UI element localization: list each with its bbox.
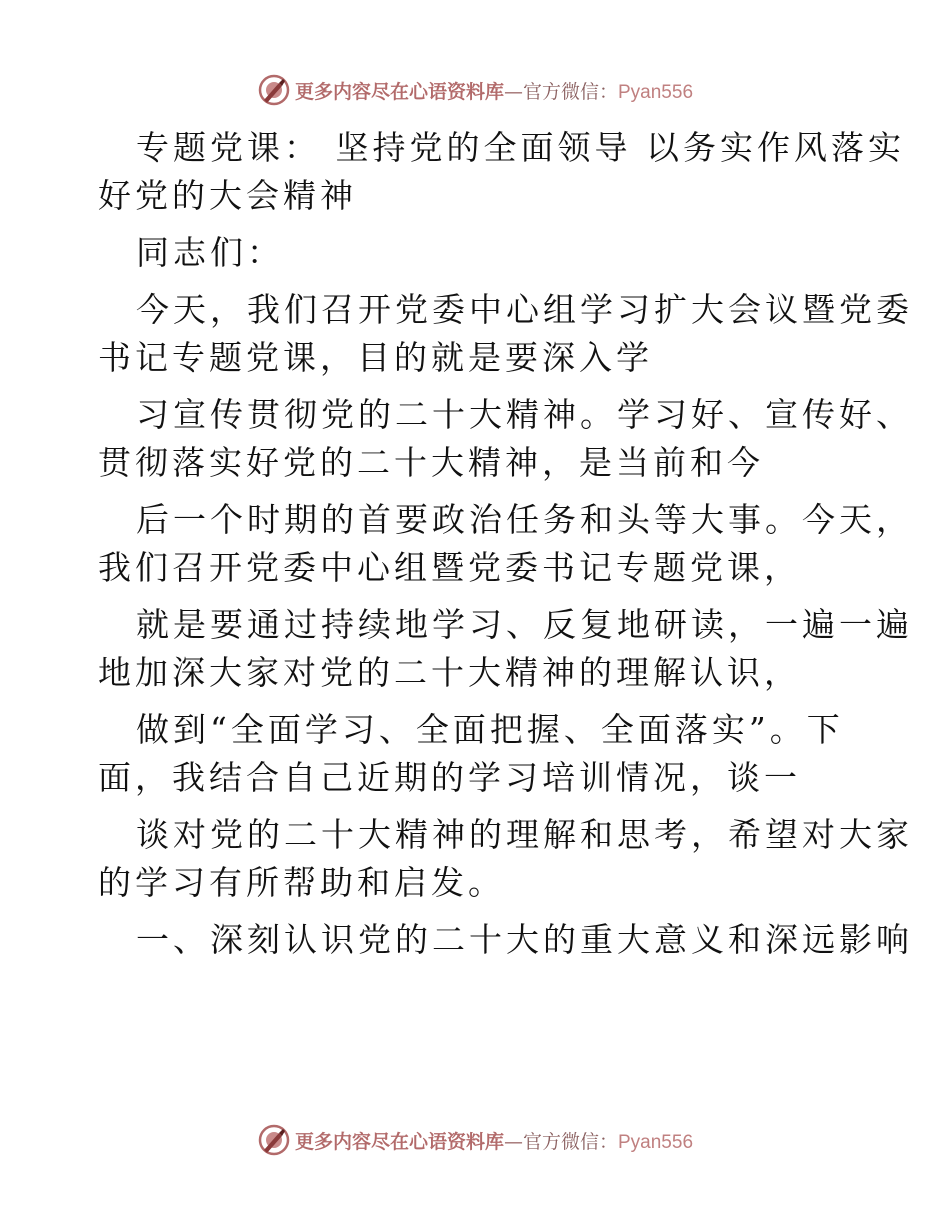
pen-circle-logo-icon — [257, 73, 291, 107]
paragraph-line: 谈对党的二十大精神的理解和思考，希望对大家 — [136, 815, 913, 854]
paragraph-line: 的学习有所帮助和启发。 — [98, 863, 505, 902]
pen-circle-logo-icon — [257, 1123, 291, 1157]
paragraph-line: 习宣传贯彻党的二十大精神。学习好、宣传好、 — [136, 395, 913, 434]
salutation: 同志们： — [136, 233, 284, 272]
paragraph-line: 就是要通过持续地学习、反复地研读，一遍一遍 — [136, 605, 913, 644]
paragraph-line: 书记专题党课，目的就是要深入学 — [98, 338, 653, 377]
footer-banner — [0, 1120, 950, 1160]
paragraph-line: 后一个时期的首要政治任务和头等大事。今天， — [136, 500, 913, 539]
section-heading: 一、深刻认识党的二十大的重大意义和深远影响 — [136, 920, 913, 959]
paragraph-line: 今天，我们召开党委中心组学习扩大会议暨党委 — [136, 290, 913, 329]
banner-text: 更多内容尽在心语资料库—官方微信：Pyan556 — [294, 1130, 694, 1153]
header-banner — [0, 70, 950, 110]
document-body — [98, 124, 913, 964]
paragraph-line: 面，我结合自己近期的学习培训情况，谈一 — [98, 758, 801, 797]
paragraph-line: 地加深大家对党的二十大精神的理解认识， — [98, 653, 801, 692]
paragraph-line: 我们召开党委中心组暨党委书记专题党课， — [98, 548, 801, 587]
paragraph-line: 贯彻落实好党的二十大精神，是当前和今 — [98, 443, 764, 482]
banner-text: 更多内容尽在心语资料库—官方微信：Pyan556 — [294, 80, 694, 103]
paragraph-line: 做到“全面学习、全面把握、全面落实”。下 — [136, 710, 844, 749]
document-title-line-1: 专题党课： 坚持党的全面领导 以务实作风落实 — [136, 128, 905, 167]
document-title-line-2: 好党的大会精神 — [98, 176, 357, 215]
